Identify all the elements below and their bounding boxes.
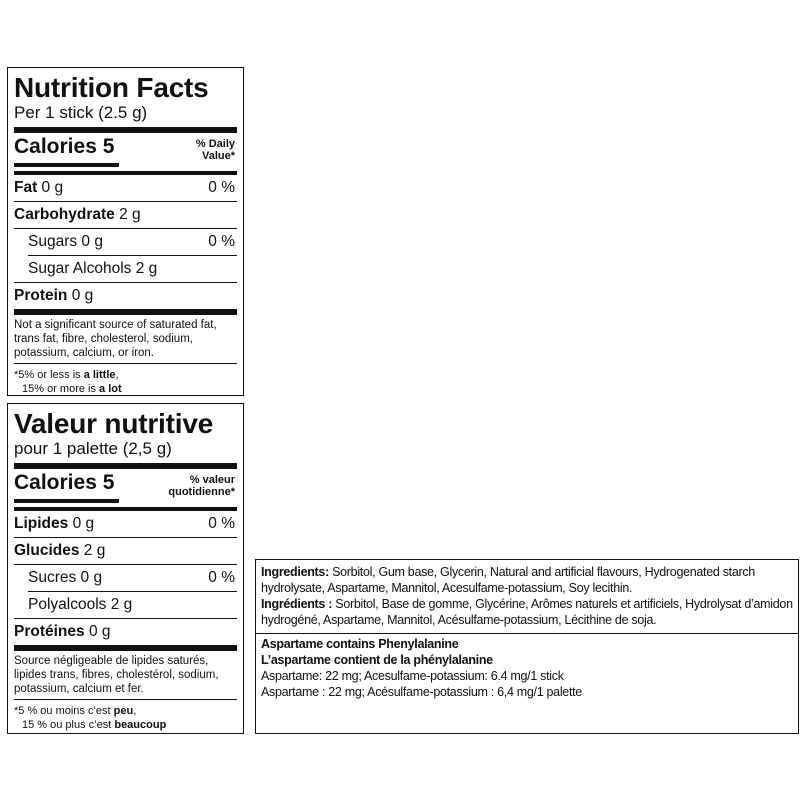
ingredients-en: Ingredients: Sorbitol, Gum base, Glycerin, Natural and artificial flavours, Hydrogenated starch hydrolysate, Aspartame, Mannitol, Acesulfame-potassium, Soy lecithin. [261,565,755,595]
panel-title: Valeur nutritive [14,408,214,439]
fat-row: Fat 0 g 0 % [14,179,235,196]
daily-value-header: % valeur quotidienne* [168,474,235,498]
daily-value-footnote: *5 % ou moins c’est peu, 15 % ou plus c’est beaucoup [14,705,167,731]
panel-title: Nutrition Facts [14,72,209,103]
calories-value: Calories 5 [14,135,115,158]
ingredients-fr: Ingrédients : Sorbitol, Base de gomme, Glycérine, Arômes naturels et artificiels, Hydrolysat d’amidon hydrogéné, Aspartame, Mannitol, Acésulfame-potassium, Lécithine de soja. [261,597,793,627]
sweetener-amount-fr: Aspartame : 22 mg; Acésulfame-potassium : 6,4 mg/1 palette [261,685,582,699]
serving-size: pour 1 palette (2,5 g) [14,439,172,458]
protein-row: Protein 0 g [14,287,94,304]
sweetener-amount-en: Aspartame: 22 mg; Acesulfame-potassium: 6.4 mg/1 stick [261,669,564,683]
sugar-alcohols-row: Polyalcools 2 g [28,596,133,613]
carbohydrate-row: Carbohydrate 2 g [14,206,141,223]
sugars-row: Sugars 0 g 0 % [28,233,235,250]
daily-value-header: % Daily Value* [195,138,235,162]
warning-en: Aspartame contains Phenylalanine [261,637,459,651]
calories-row [14,133,237,171]
calories-row [14,469,237,507]
carbohydrate-row: Glucides 2 g [14,542,106,559]
sugars-row: Sucres 0 g 0 % [28,569,235,586]
fat-row: Lipides 0 g 0 % [14,515,235,532]
nutrition-facts-panel-fr [7,403,244,734]
protein-row: Protéines 0 g [14,623,111,640]
daily-value-footnote: *5% or less is a little, 15% or more is a lot [14,369,122,395]
nutrition-facts-panel-en [7,67,244,396]
warning-fr: L’aspartame contient de la phénylalanine [261,653,493,667]
ingredients-box [255,559,799,734]
not-significant-note: Not a significant source of saturated fat, trans fat, fibre, cholesterol, sodium, potassium, calcium, or iron. [14,319,217,359]
calories-value: Calories 5 [14,471,115,494]
sugar-alcohols-row: Sugar Alcohols 2 g [28,260,158,277]
serving-size: Per 1 stick (2.5 g) [14,103,148,122]
not-significant-note: Source négligeable de lipides saturés, lipides trans, fibres, cholestérol, sodium, potassium, calcium et fer. [14,655,219,695]
